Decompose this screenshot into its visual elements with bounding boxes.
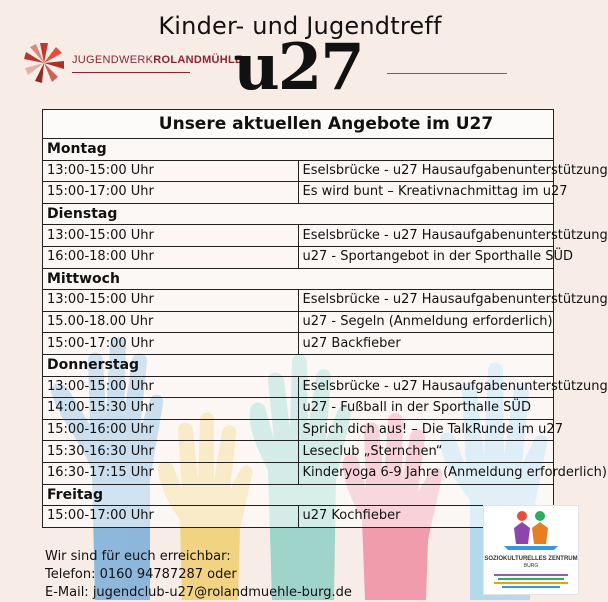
contact-phone: Telefon: 0160 94787287 oder xyxy=(45,567,237,582)
activity-cell: u27 Backfieber xyxy=(298,333,554,355)
day-name: Donnerstag xyxy=(43,354,554,376)
page-heading: Kinder- und Jugendtreff xyxy=(158,12,442,40)
table-row xyxy=(43,246,554,268)
table-row xyxy=(43,376,554,398)
activity-cell: Leseclub „Sternchen“ xyxy=(298,441,554,463)
table-row xyxy=(43,441,554,463)
time-cell: 13:00-15:00 Uhr xyxy=(43,290,299,312)
activity-cell: u27 Kochfieber xyxy=(298,506,554,528)
time-cell: 14:00-15:30 Uhr xyxy=(43,398,299,420)
activity-cell: Eselsbrücke - u27 Hausaufgabenunterstützung xyxy=(298,225,554,247)
table-row xyxy=(43,182,554,204)
activity-cell: Eselsbrücke - u27 Hausaufgabenunterstützung xyxy=(298,376,554,398)
time-cell: 15:00-17:00 Uhr xyxy=(43,333,299,355)
table-row xyxy=(43,398,554,420)
time-cell: 16:00-18:00 Uhr xyxy=(43,246,299,268)
day-name: Montag xyxy=(43,139,554,161)
activity-cell: Eselsbrücke - u27 Hausaufgabenunterstützung xyxy=(298,160,554,182)
day-name: Freitag xyxy=(43,484,554,506)
people-logo-icon xyxy=(484,506,578,554)
badge-place: BURG xyxy=(523,563,539,569)
day-name: Dienstag xyxy=(43,203,554,225)
table-row xyxy=(43,419,554,441)
table-row xyxy=(43,160,554,182)
table-row xyxy=(43,506,554,528)
time-cell: 15:30-16:30 Uhr xyxy=(43,441,299,463)
activity-cell: Es wird bunt – Kreativnachmittag im u27 xyxy=(298,182,554,204)
activity-cell: Eselsbrücke - u27 Hausaufgabenunterstützung xyxy=(298,290,554,312)
logo-text: JUGENDWERKROLANDMÜHLE xyxy=(72,54,243,66)
day-header-row xyxy=(43,484,554,506)
time-cell: 15:00-17:00 Uhr xyxy=(43,506,299,528)
jugendwerk-logo xyxy=(20,40,243,86)
table-caption-row xyxy=(43,110,554,139)
day-name: Mittwoch xyxy=(43,268,554,290)
table-caption: Unsere aktuellen Angebote im U27 xyxy=(43,110,554,139)
table-row xyxy=(43,333,554,355)
logo-underline xyxy=(72,72,190,73)
table-row xyxy=(43,290,554,312)
u27-title: u27 xyxy=(233,30,363,105)
schedule-table xyxy=(42,109,608,528)
badge-decoration xyxy=(484,570,578,594)
flower-logo-icon xyxy=(20,40,68,86)
time-cell: 16:30-17:15 Uhr xyxy=(43,462,299,484)
contact-email: E-Mail: jugendclub-u27@rolandmuehle-burg.de xyxy=(45,585,352,600)
activity-cell: u27 - Segeln (Anmeldung erforderlich) xyxy=(298,311,554,333)
soziokulturelles-zentrum-logo xyxy=(483,505,579,595)
contact-info xyxy=(45,548,352,602)
time-cell: 15:00-16:00 Uhr xyxy=(43,419,299,441)
time-cell: 13:00-15:00 Uhr xyxy=(43,225,299,247)
activity-cell: u27 - Fußball in der Sporthalle SÜD xyxy=(298,398,554,420)
activity-cell: Sprich dich aus! – Die TalkRunde im u27 xyxy=(298,419,554,441)
day-header-row xyxy=(43,268,554,290)
table-row xyxy=(43,462,554,484)
activity-cell: Kinderyoga 6-9 Jahre (Anmeldung erforderlich) xyxy=(298,462,554,484)
contact-intro: Wir sind für euch erreichbar: xyxy=(45,549,231,564)
table-row xyxy=(43,311,554,333)
day-header-row xyxy=(43,203,554,225)
table-row xyxy=(43,225,554,247)
day-header-row xyxy=(43,354,554,376)
time-cell: 13:00-15:00 Uhr xyxy=(43,160,299,182)
day-header-row xyxy=(43,139,554,161)
activity-cell: u27 - Sportangebot in der Sporthalle SÜD xyxy=(298,246,554,268)
header-divider xyxy=(387,73,507,74)
time-cell: 13:00-15:00 Uhr xyxy=(43,376,299,398)
time-cell: 15:00-17:00 Uhr xyxy=(43,182,299,204)
time-cell: 15.00-18.00 Uhr xyxy=(43,311,299,333)
badge-name: SOZIOKULTURELLES ZENTRUM xyxy=(484,556,578,562)
